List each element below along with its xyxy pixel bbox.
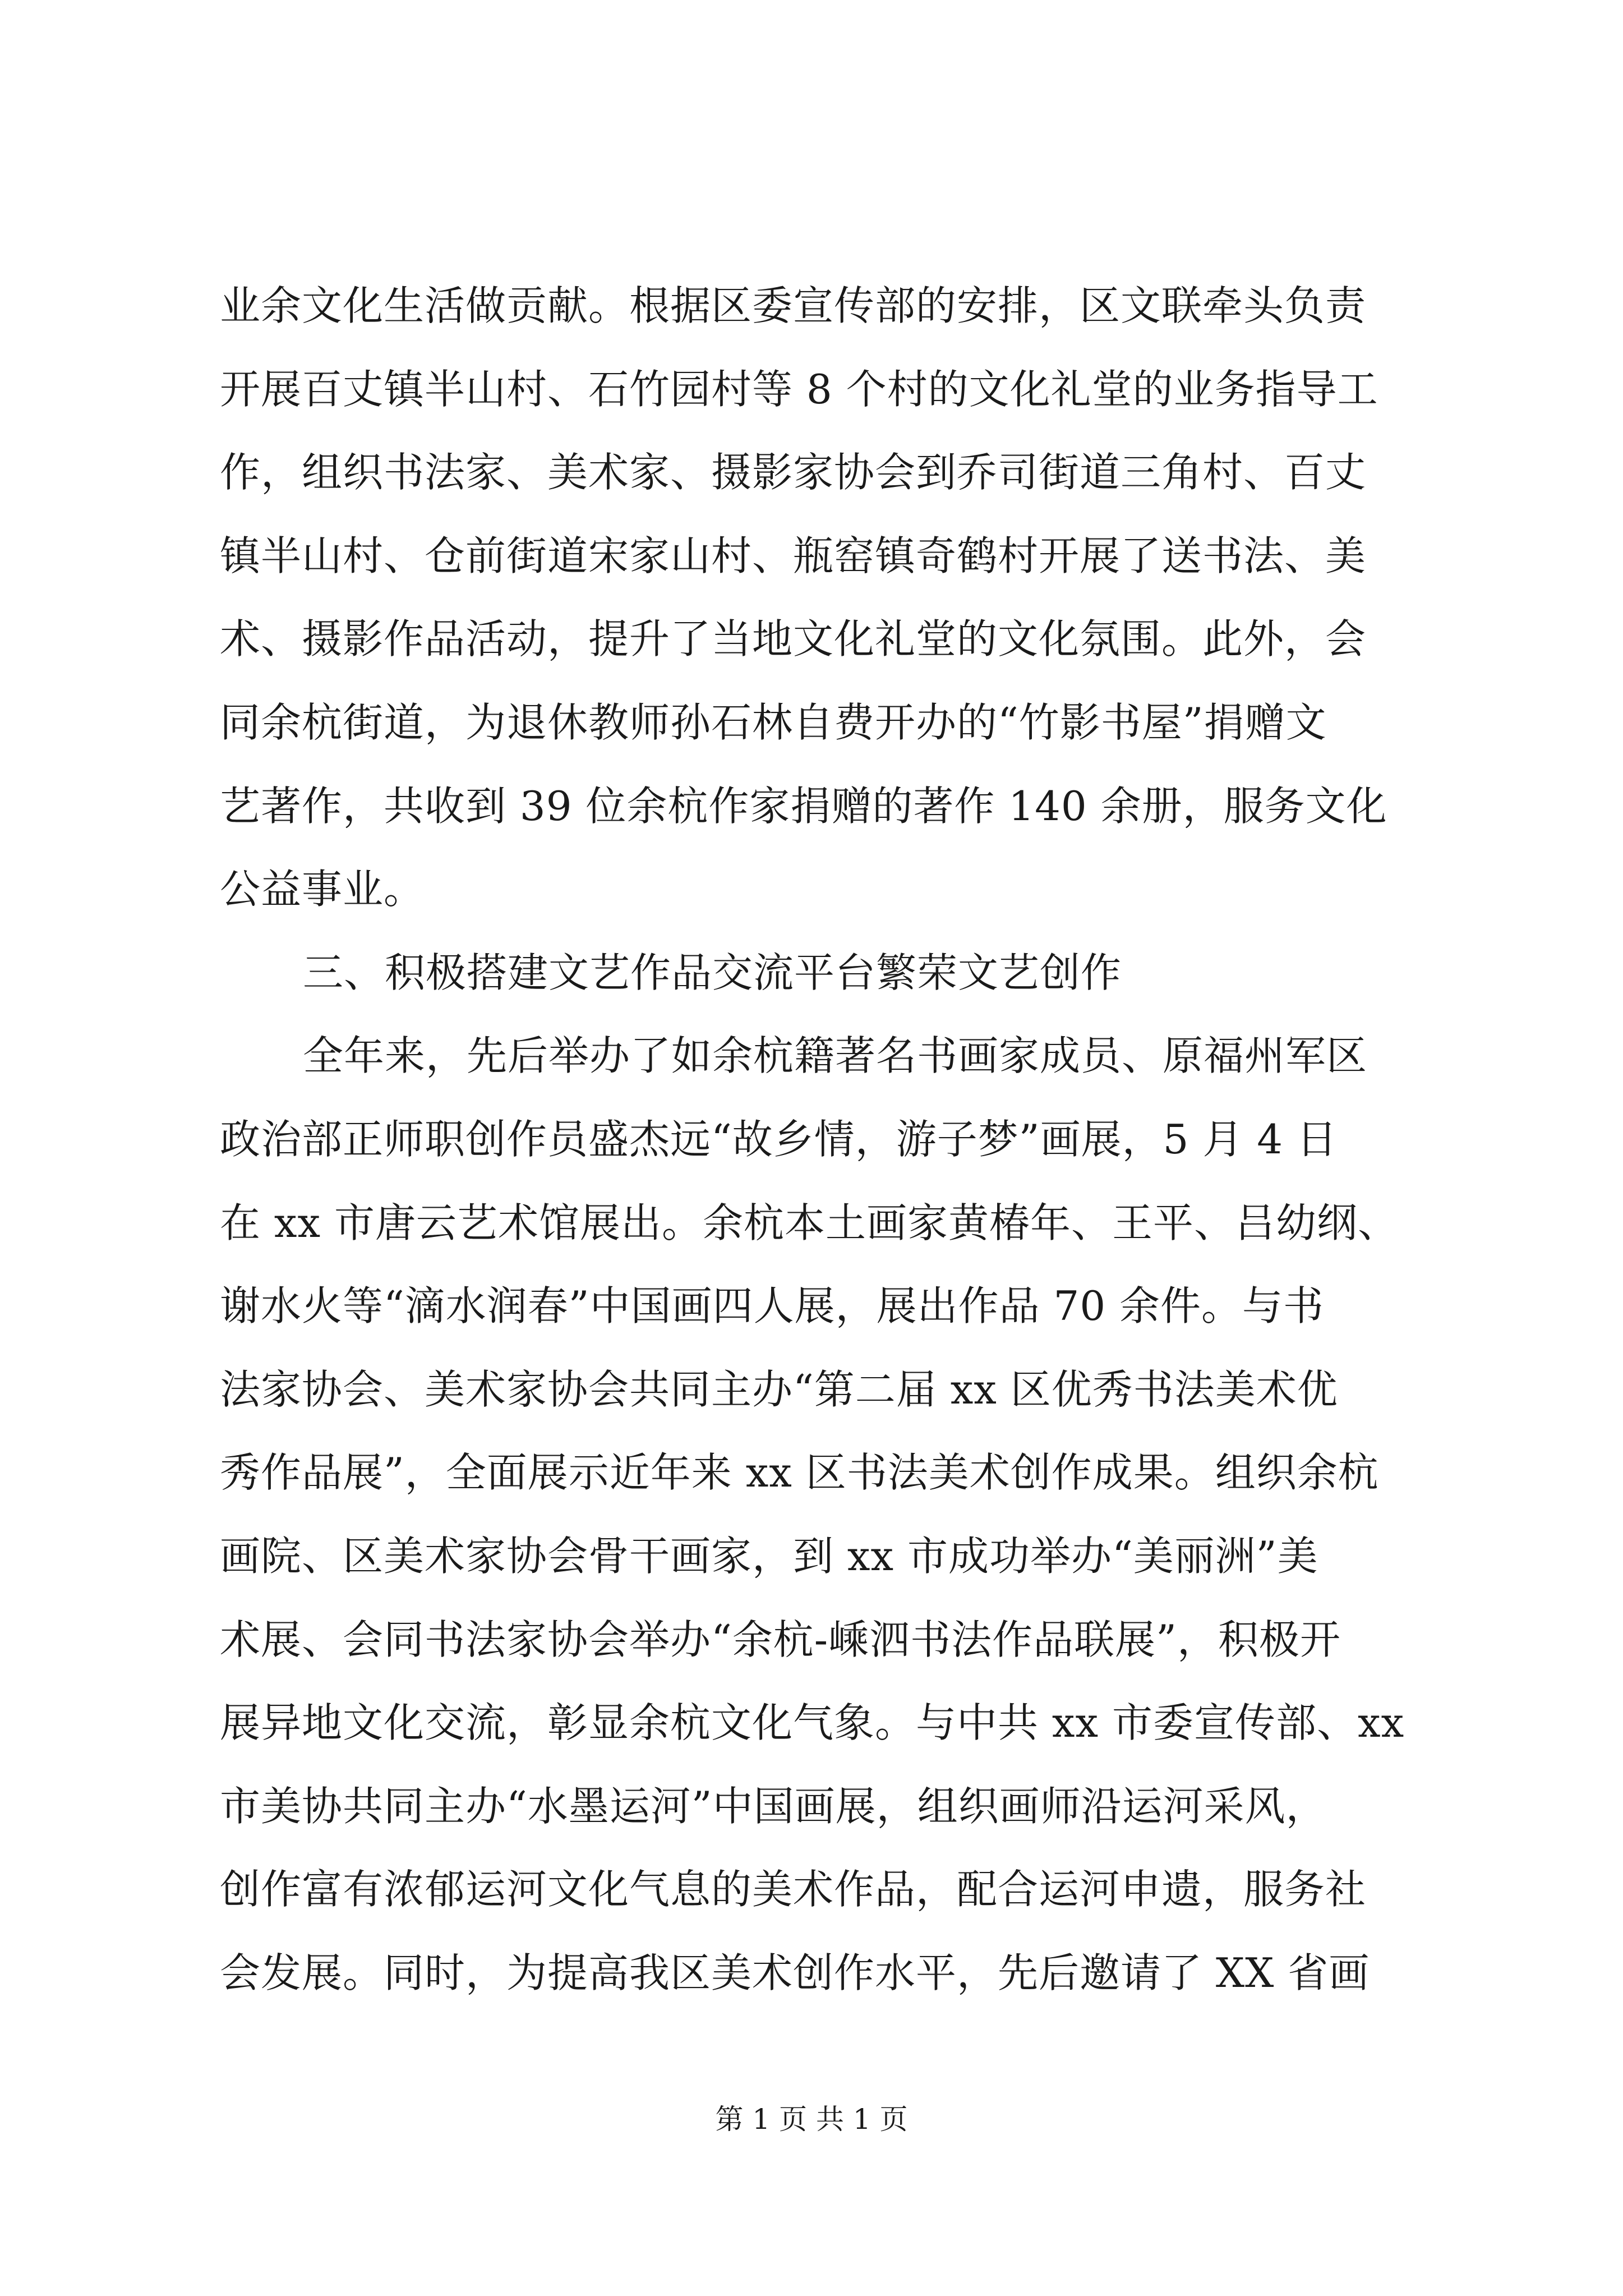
text-line: 谢水火等“滴水润春”中国画四人展，展出作品 70 余件。与书 — [220, 1282, 1325, 1330]
text-line: 镇半山村、仓前街道宋家山村、瓶窑镇奇鹤村开展了送书法、美 — [220, 532, 1367, 579]
text-line: 在 xx 市唐云艺术馆展出。余杭本土画家黄椿年、王平、吕幼纲、 — [220, 1199, 1399, 1246]
text-line: 展异地文化交流，彰显余杭文化气象。与中共 xx 市委宣传部、xx — [220, 1699, 1405, 1747]
text-line: 会发展。同时，为提高我区美术创作水平，先后邀请了 XX 省画 — [220, 1949, 1370, 1996]
text-line: 艺著作，共收到 39 位余杭作家捐赠的著作 140 余册，服务文化 — [220, 782, 1387, 830]
text-line: 政治部正师职创作员盛杰远“故乡情，游子梦”画展，5 月 4 日 — [220, 1115, 1338, 1163]
page-footer: 第 1 页 共 1 页 — [715, 2103, 908, 2136]
text-line: 作，组织书法家、美术家、摄影家协会到乔司街道三角村、百丈 — [220, 449, 1367, 496]
text-line: 公益事业。 — [220, 866, 425, 913]
text-line: 业余文化生活做贡献。根据区委宣传部的安排，区文联牵头负责 — [220, 282, 1367, 329]
text-line: 术、摄影作品活动，提升了当地文化礼堂的文化氛围。此外，会 — [220, 615, 1367, 663]
text-line: 市美协共同主办“水墨运河”中国画展，组织画师沿运河采风， — [220, 1782, 1327, 1830]
text-line: 画院、区美术家协会骨干画家，到 xx 市成功举办“美丽洲”美 — [220, 1532, 1318, 1580]
text-line: 创作富有浓郁运河文化气息的美术作品，配合运河申遗，服务社 — [220, 1866, 1367, 1913]
text-line: 术展、会同书法家协会举办“余杭-嵊泗书法作品联展”，积极开 — [220, 1616, 1341, 1663]
text-line: 法家协会、美术家协会共同主办“第二届 xx 区优秀书法美术优 — [220, 1365, 1338, 1413]
paragraph-first-line: 全年来，先后举办了如余杭籍著名书画家成员、原福州军区 — [303, 1032, 1368, 1080]
document-body — [220, 264, 1431, 2014]
section-heading: 三、积极搭建文艺作品交流平台繁荣文艺创作 — [303, 949, 1122, 996]
text-line: 开展百丈镇半山村、石竹园村等 8 个村的文化礼堂的业务指导工 — [220, 365, 1378, 413]
text-line: 同余杭街道，为退休教师孙石林自费开办的“竹影书屋”捐赠文 — [220, 698, 1327, 746]
text-line: 秀作品展”，全面展示近年来 xx 区书法美术创作成果。组织余杭 — [220, 1449, 1379, 1497]
